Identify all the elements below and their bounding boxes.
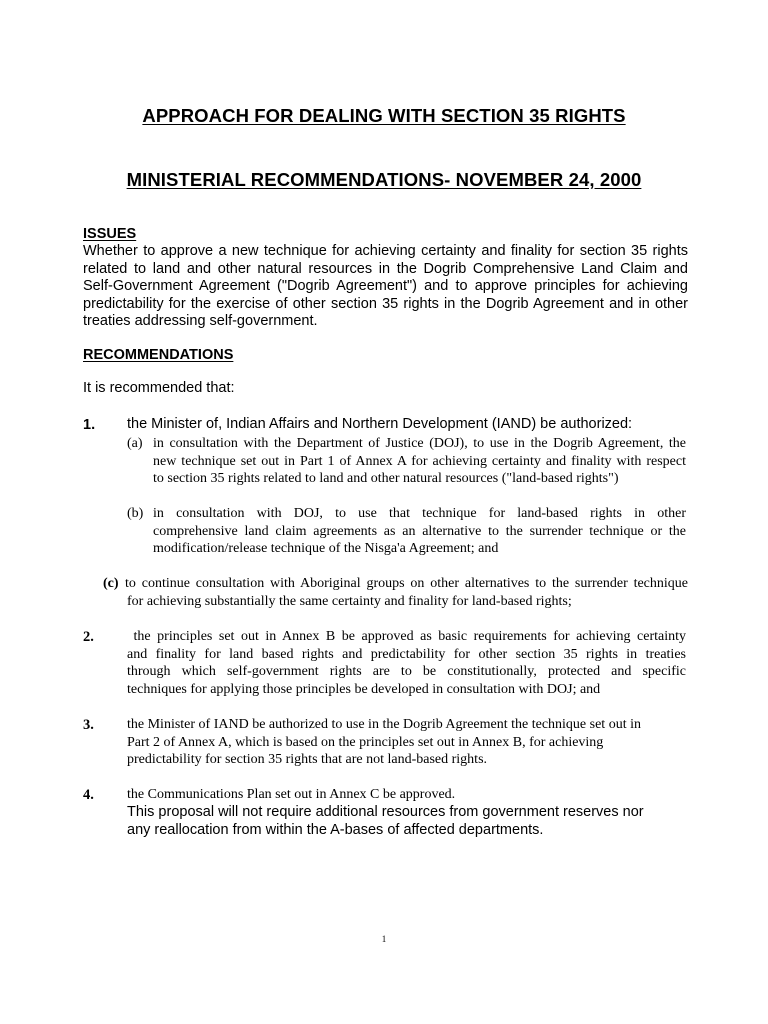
item-line: Part 2 of Annex A, which is based on the principles set out in Annex B, for achieving <box>127 734 604 750</box>
item-number: 3. <box>83 717 94 733</box>
sub-item-line: to continue consultation with Aboriginal groups on other alternatives to the surrender technique <box>125 576 688 591</box>
item-line: and finality for land based rights and predictability for other section 35 rights in treaties <box>127 646 686 662</box>
item-line: through which self-government rights are to be constitutionally, protected and specific <box>127 664 686 679</box>
item-number: 1. <box>83 417 96 433</box>
sub-item-a-text <box>153 435 686 488</box>
recommendations-heading: RECOMMENDATIONS <box>83 347 234 363</box>
item-2-text <box>127 628 686 698</box>
statement-line: This proposal will not require additional resources from government reserves nor <box>127 804 644 820</box>
issues-line: related to land and other natural resources in the Dogrib Comprehensive Land Claim and <box>83 260 688 277</box>
sub-item-line: to section 35 rights related to land and other natural resources ("land-based rights") <box>153 471 619 486</box>
item-line: techniques for applying those principles be developed in consultation with DOJ; and <box>127 681 601 697</box>
sub-item-b-text <box>153 505 686 558</box>
recommendations-intro: It is recommended that: <box>83 380 235 396</box>
sub-item-label: (b) <box>127 506 144 521</box>
issues-line: predictability for the exercise of other section 35 rights in the Dogrib Agreement and in other <box>83 295 688 312</box>
item-line: the Minister of IAND be authorized to use in the Dogrib Agreement the technique set out in <box>127 717 641 732</box>
item-1-text: the Minister of, Indian Affairs and Northern Development (IAND) be authorized: <box>127 416 633 432</box>
item-line: predictability for section 35 rights that are not land-based rights. <box>127 752 488 767</box>
statement-line: any reallocation from within the A-bases of affected departments. <box>127 821 544 838</box>
sub-item-label: (a) <box>127 436 143 451</box>
issues-paragraph <box>83 243 688 331</box>
sub-item-c-text-continued <box>127 593 688 611</box>
document-title: APPROACH FOR DEALING WITH SECTION 35 RIGHTS <box>142 105 626 126</box>
sub-item-line: modification/release technique of the Nisga'a Agreement; and <box>153 541 499 556</box>
item-number: 4. <box>83 787 94 803</box>
sub-item-line: comprehensive land claim agreements as an alternative to the surrender technique or the <box>153 523 686 539</box>
sub-item-line: new technique set out in Part 1 of Annex A for achieving certainty and finality with respect <box>153 453 686 469</box>
item-line: the principles set out in Annex B be approved as basic requirements for achieving certainty <box>127 629 686 644</box>
document-subtitle: MINISTERIAL RECOMMENDATIONS- NOVEMBER 24, 2000 <box>126 169 642 190</box>
issues-line: treaties addressing self-government. <box>83 313 318 329</box>
sub-item-c-text <box>125 575 688 593</box>
issues-line: Whether to approve a new technique for achieving certainty and finality for section 35 rights <box>83 243 688 259</box>
sub-item-line: for achieving substantially the same certainty and finality for land-based rights; <box>127 593 572 609</box>
item-4-text: the Communications Plan set out in Annex C be approved. <box>127 787 456 802</box>
page-number: 1 <box>381 934 387 944</box>
issues-line: Self-Government Agreement ("Dogrib Agreement") and to approve principles for achieving <box>83 278 688 294</box>
item-number: 2. <box>83 629 94 645</box>
sub-item-line: in consultation with DOJ, to use that technique for land-based rights in other <box>153 506 686 521</box>
item-3-text <box>127 716 686 769</box>
issues-heading: ISSUES <box>83 226 137 242</box>
resource-statement <box>127 804 687 839</box>
sub-item-line: in consultation with the Department of Justice (DOJ), to use in the Dogrib Agreement, the <box>153 436 686 451</box>
sub-item-label: (c) <box>103 576 119 591</box>
